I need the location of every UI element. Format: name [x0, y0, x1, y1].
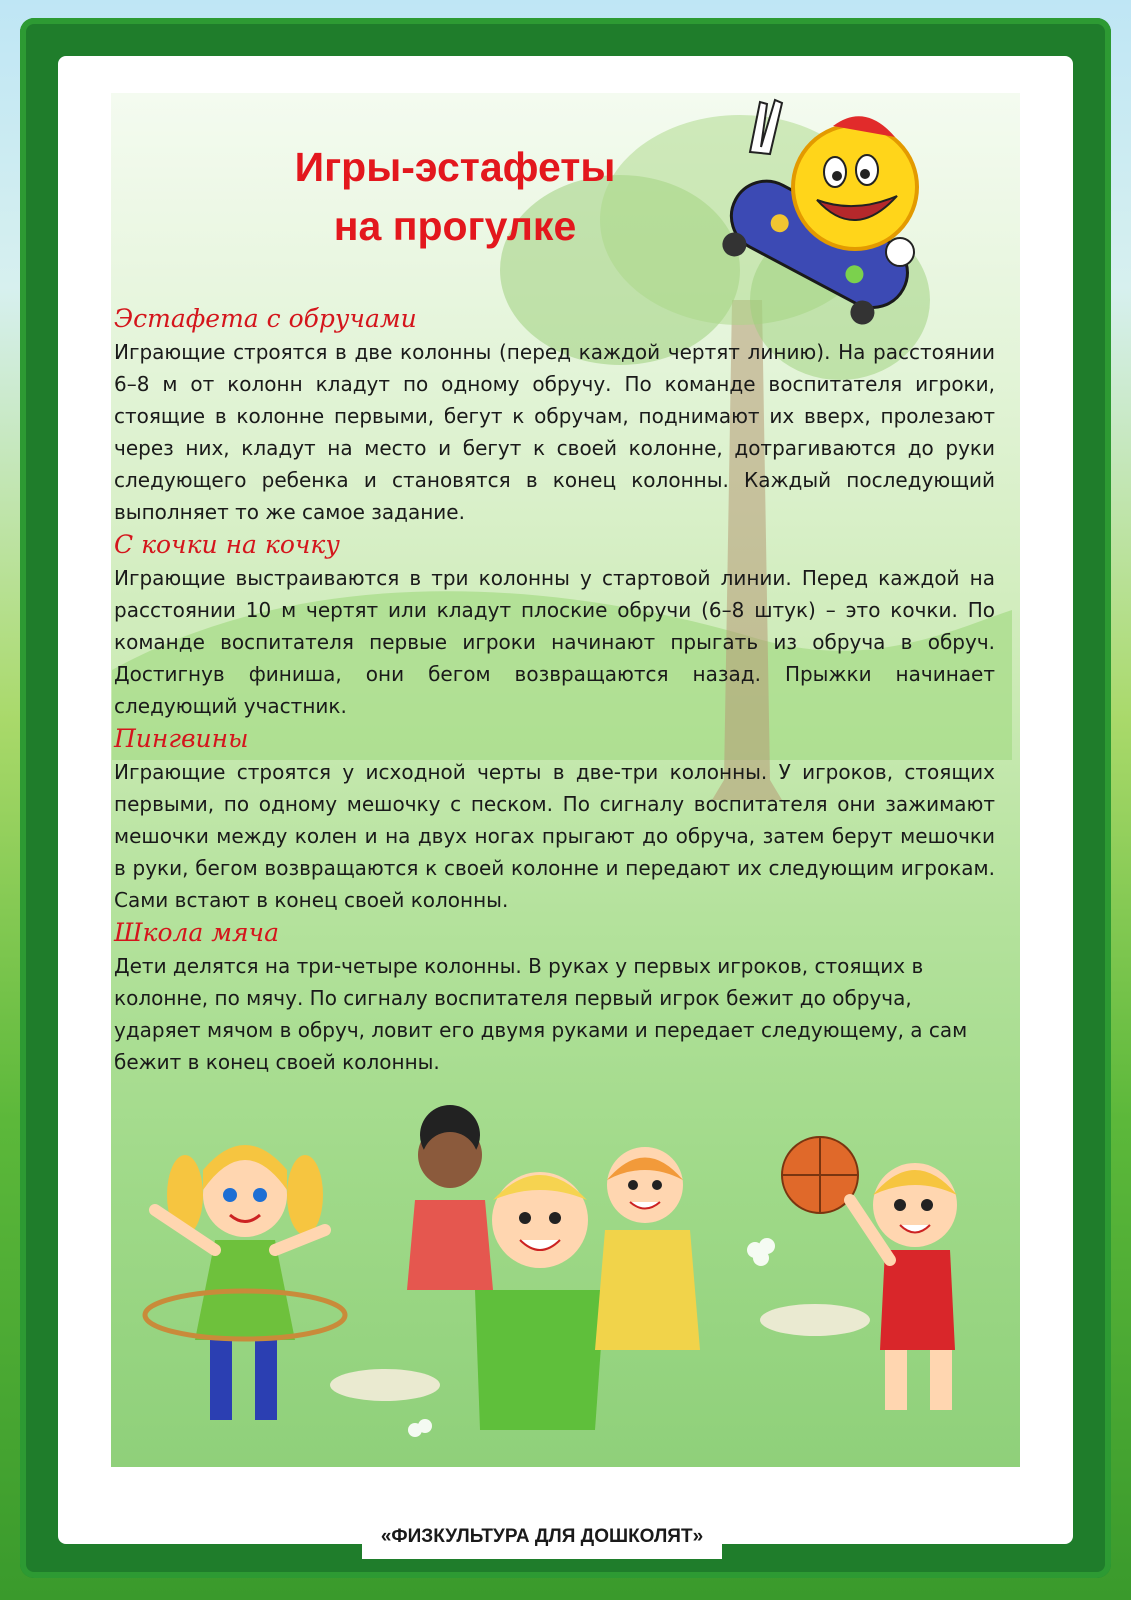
smiley-skateboard-icon [705, 92, 930, 327]
title-line-1: Игры-эстафеты [294, 144, 616, 190]
section-text: Играющие выстраиваются в три колонны у стартовой линии. Перед каждой на расстоянии 10 м чертят или кладут плоские обручи (6–8 штук) – это кочки. По команде воспитателя первые игроки начинают прыгать из обруча в обруч. Достигнув финиша, они бегом возвращаются назад. Прыжки начинает следующий участник. [114, 566, 995, 718]
sack-race-children [407, 1105, 700, 1430]
page-title [230, 138, 680, 256]
footer-label: «ФИЗКУЛЬТУРА ДЛЯ ДОШКОЛЯТ» [362, 1515, 722, 1559]
game-section [114, 722, 995, 916]
game-section [114, 302, 995, 528]
section-text: Дети делятся на три-четыре колонны. В руках у первых игроков, стоящих в колонне, по мячу. По сигналу воспитателя первый игрок бежит до обруча, ударяет мячом в обруч, ловит его двумя руками и передает следующему, а сам бежит в конец своей колонны. [114, 954, 968, 1074]
game-section [114, 528, 995, 722]
girl-with-hoop [145, 1145, 345, 1420]
section-heading: Школа мяча [114, 918, 280, 947]
section-heading: Эстафета с обручами [114, 304, 417, 333]
games-list [114, 302, 995, 1078]
section-text: Играющие строятся у исходной черты в две-три колонны. У игроков, стоящих первыми, по одному мешочку с песком. По сигналу воспитателя они зажимают мешочки между колен и на двух ногах прыгают до обруча, затем берут мешочки в руки, бегом возвращаются к своей колонне и передают их следующим игрокам. Сами встают в конец своей колонны. [114, 760, 995, 912]
children-playing-illustration [115, 1100, 1015, 1450]
section-heading: Пингвины [114, 724, 249, 753]
section-text: Играющие строятся в две колонны (перед каждой чертят линию). На расстоянии 6–8 м от колонн кладут по одному обручу. По команде воспитателя игроки, стоящие в колонне первыми, бегут к обручам, поднимают их вверх, пролезают через них, кладут на место и бегут к своей колонне, дотрагиваются до руки следующего ребенка и становятся в конец колонны. Каждый последующий выполняет то же самое задание. [114, 340, 995, 524]
section-heading: С кочки на кочку [114, 530, 340, 559]
title-line-2: на прогулке [333, 203, 577, 249]
game-section [114, 916, 995, 1078]
boy-with-basketball [782, 1137, 957, 1410]
